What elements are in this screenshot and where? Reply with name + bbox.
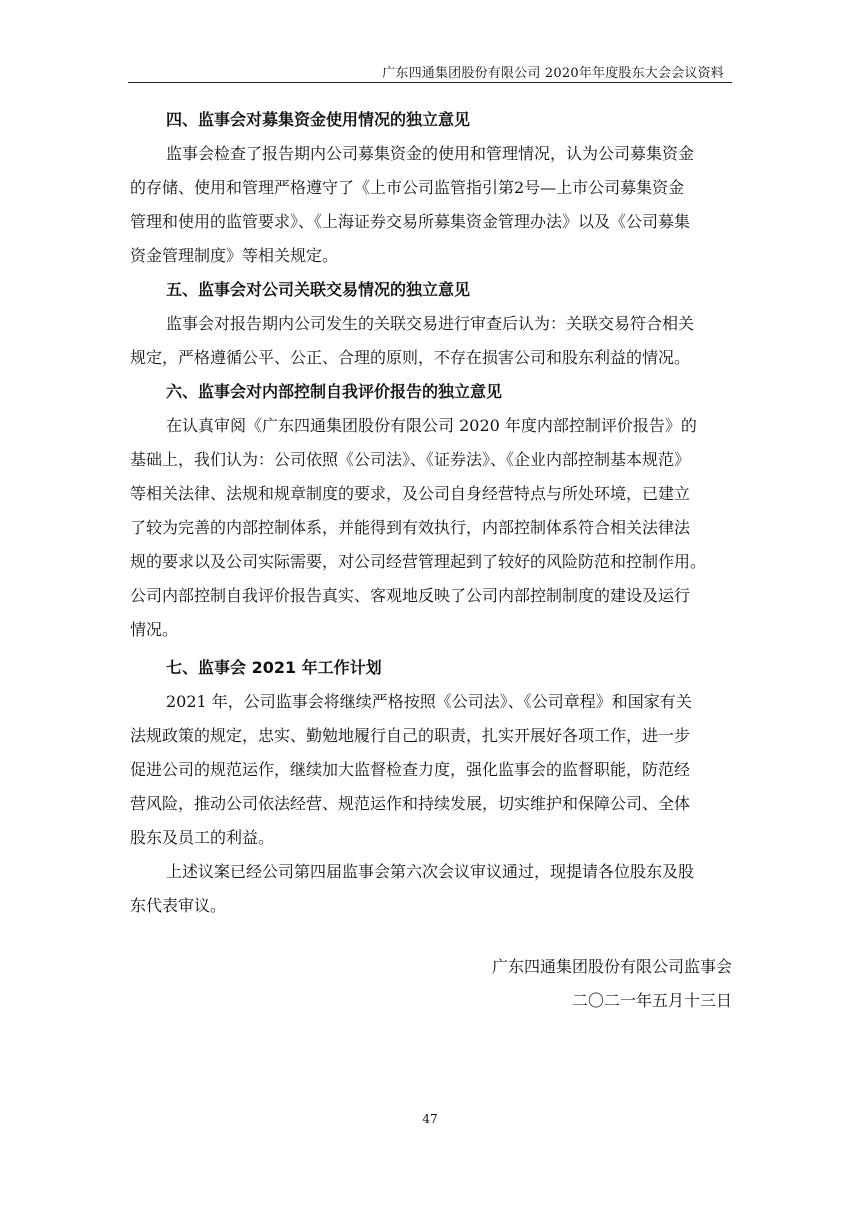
section-paragraph — [130, 307, 730, 375]
paragraph-line: 在认真审阅《广东四通集团股份有限公司 2020 年度内部控制评价报告》的 — [166, 416, 697, 435]
paragraph-line: 公司内部控制自我评价报告真实、客观地反映了公司内部控制制度的建设及运行 — [130, 586, 691, 605]
paragraph-line: 上述议案已经公司第四届监事会第六次会议审议通过，现提请各位股东及股 — [166, 862, 695, 881]
signature-organization: 广东四通集团股份有限公司监事会 — [491, 957, 732, 976]
section-related-transactions — [130, 273, 730, 375]
paragraph-line: 法规政策的规定，忠实、勤勉地履行自己的职责，扎实开展好各项工作，进一步 — [130, 726, 691, 745]
section-paragraph — [130, 137, 730, 273]
paragraph-line: 基础上，我们认为：公司依照《公司法》、《证券法》、《企业内部控制基本规范》 — [130, 450, 691, 469]
paragraph-line: 的存储、使用和管理严格遵守了《上市公司监管指引第2号—上市公司募集资金 — [130, 178, 685, 197]
paragraph-line: 情况。 — [130, 620, 179, 639]
signature-date: 二〇二一年五月十三日 — [571, 991, 732, 1010]
paragraph-line: 规定，严格遵循公平、公正、合理的原则，不存在损害公司和股东利益的情况。 — [130, 348, 691, 367]
paragraph-line: 2021 年，公司监事会将继续严格按照《公司法》、《公司章程》和国家有关 — [166, 692, 692, 711]
section-paragraph — [130, 409, 730, 647]
document-body — [130, 103, 730, 923]
page-number: 47 — [422, 1112, 438, 1126]
signature-block — [492, 950, 732, 1018]
section-fund-usage — [130, 103, 730, 273]
paragraph-line: 资金管理制度》等相关规定。 — [130, 246, 339, 265]
section-heading: 七、监事会 2021 年工作计划 — [166, 658, 382, 677]
paragraph-line: 营风险，推动公司依法经营、规范运作和持续发展，切实维护和保障公司、全体 — [130, 794, 691, 813]
paragraph-line: 监事会对报告期内公司发生的关联交易进行审查后认为：关联交易符合相关 — [166, 314, 695, 333]
paragraph-line: 等相关法律、法规和规章制度的要求，及公司自身经营特点与所处环境，已建立 — [130, 484, 691, 503]
paragraph-line: 监事会检查了报告期内公司募集资金的使用和管理情况，认为公司募集资金 — [166, 144, 695, 163]
section-heading: 六、监事会对内部控制自我评价报告的独立意见 — [166, 382, 503, 401]
section-heading: 四、监事会对募集资金使用情况的独立意见 — [166, 110, 471, 129]
paragraph-line: 股东及员工的利益。 — [130, 828, 275, 847]
section-work-plan — [130, 651, 730, 855]
header-title: 广东四通集团股份有限公司 2020年年度股东大会会议资料 — [382, 66, 724, 81]
page-header — [128, 58, 732, 83]
paragraph-line: 管理和使用的监管要求》、《上海证券交易所募集资金管理办法》以及《公司募集 — [130, 212, 691, 231]
paragraph-line: 东代表审议。 — [130, 896, 227, 915]
paragraph-line: 规的要求以及公司实际需要，对公司经营管理起到了较好的风险防范和控制作用。 — [130, 552, 707, 571]
section-heading: 五、监事会对公司关联交易情况的独立意见 — [166, 280, 471, 299]
paragraph-line: 了较为完善的内部控制体系，并能得到有效执行，内部控制体系符合相关法律法 — [130, 518, 691, 537]
section-paragraph — [130, 685, 730, 855]
paragraph-line: 促进公司的规范运作，继续加大监督检查力度，强化监事会的监督职能，防范经 — [130, 760, 691, 779]
section-internal-control — [130, 375, 730, 647]
closing-paragraph — [130, 855, 730, 923]
